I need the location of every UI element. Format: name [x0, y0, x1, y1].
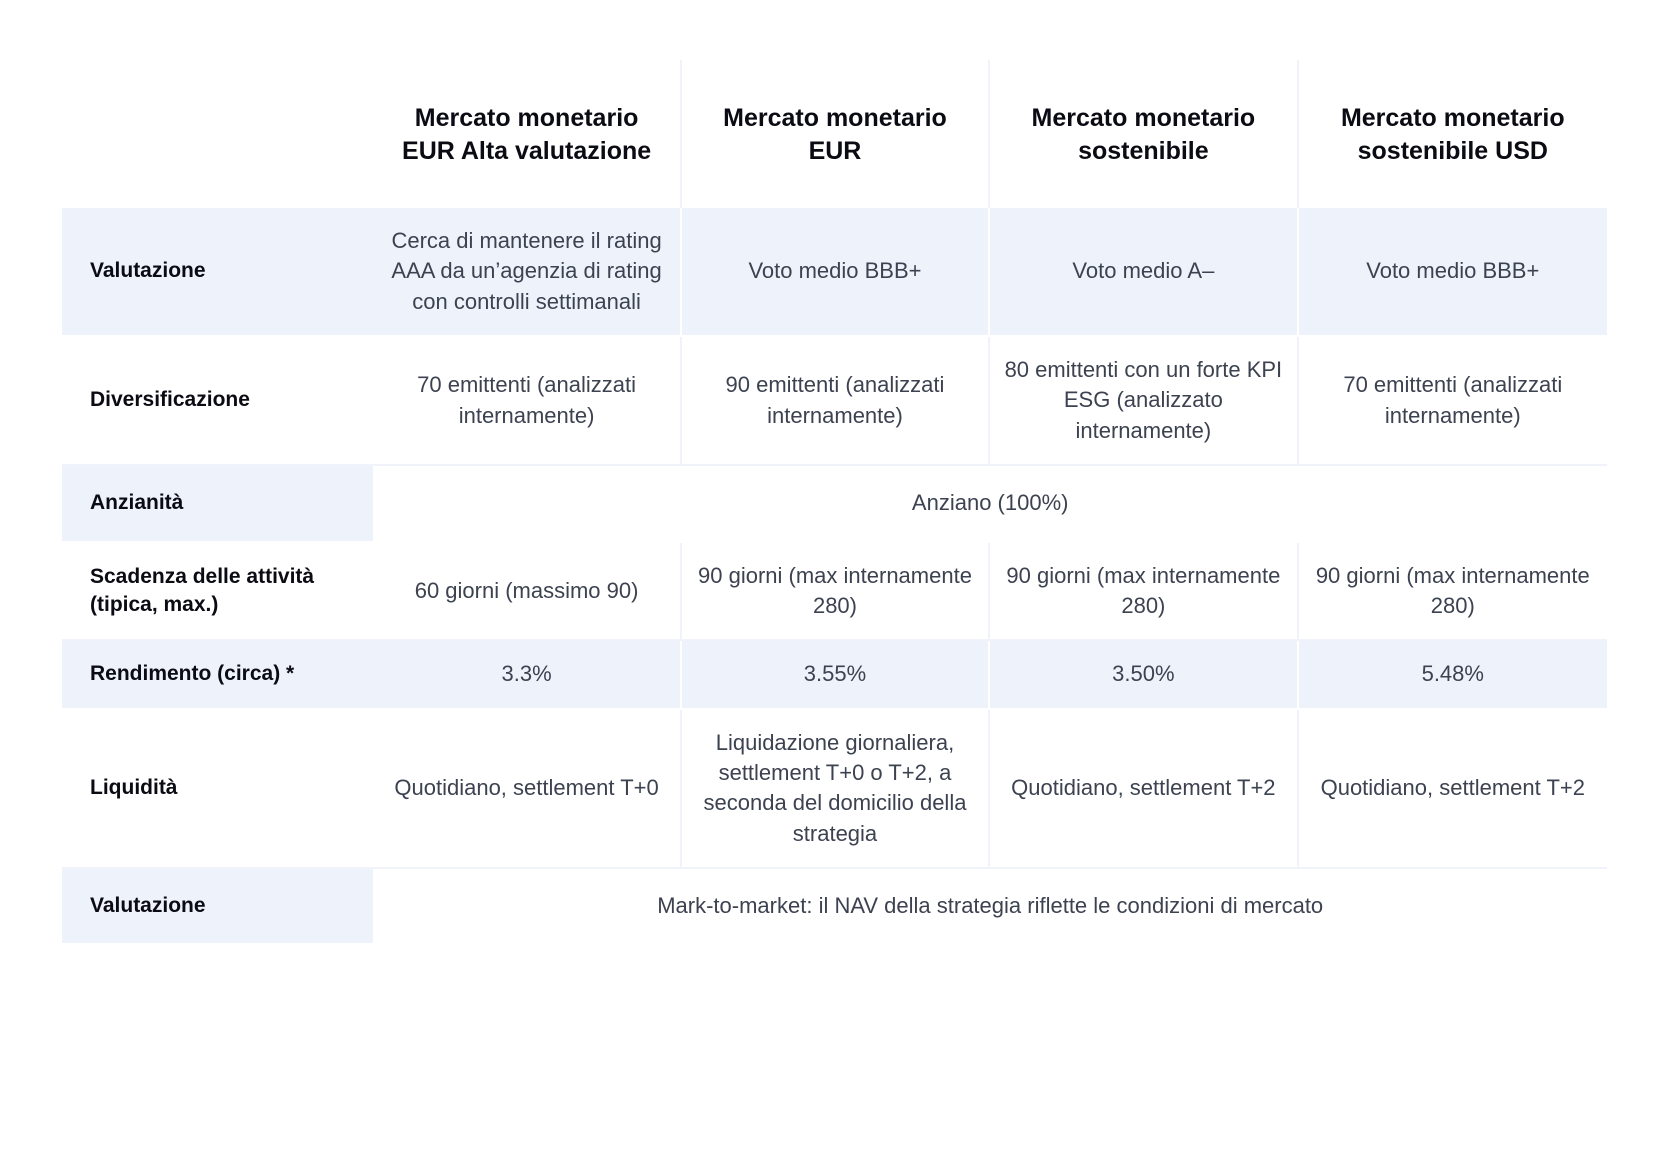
- cell-scadenza-col3: 90 giorni (max internamente 280): [990, 543, 1298, 642]
- cell-rendimento-col4: 5.48%: [1299, 641, 1607, 709]
- comparison-table-container: [62, 60, 1607, 945]
- cell-diversificazione-col4: 70 emittenti (analizzati internamente): [1299, 337, 1607, 466]
- row-label-liquidita: Liquidità: [62, 710, 373, 869]
- row-label-diversificazione: Diversificazione: [62, 337, 373, 466]
- cell-liquidita-col4: Quotidiano, settlement T+2: [1299, 710, 1607, 869]
- cell-scadenza-col4: 90 giorni (max internamente 280): [1299, 543, 1607, 642]
- cell-valutazione-col3: Voto medio A–: [990, 208, 1298, 337]
- cell-diversificazione-col1: 70 emittenti (analizzati internamente): [373, 337, 681, 466]
- cell-valutazione-col4: Voto medio BBB+: [1299, 208, 1607, 337]
- table-row: [62, 543, 1607, 642]
- table-header: [62, 60, 1607, 208]
- cell-rendimento-col2: 3.55%: [682, 641, 990, 709]
- column-header-4: Mercato monetario sostenibile USD: [1299, 60, 1607, 208]
- table-row: [62, 337, 1607, 466]
- cell-diversificazione-col2: 90 emittenti (analizzati internamente): [682, 337, 990, 466]
- cell-scadenza-col1: 60 giorni (massimo 90): [373, 543, 681, 642]
- column-header-1: Mercato monetario EUR Alta valutazione: [373, 60, 681, 208]
- table-body: [62, 208, 1607, 945]
- cell-diversificazione-col3: 80 emittenti con un forte KPI ESG (analizzato internamente): [990, 337, 1298, 466]
- cell-liquidita-col1: Quotidiano, settlement T+0: [373, 710, 681, 869]
- table-row: [62, 466, 1607, 542]
- column-header-2: Mercato monetario EUR: [682, 60, 990, 208]
- table-row: [62, 641, 1607, 709]
- row-label-valutazione: Valutazione: [62, 208, 373, 337]
- row-label-rendimento: Rendimento (circa) *: [62, 641, 373, 709]
- header-corner-cell: [62, 60, 373, 208]
- row-label-anzianita: Anzianità: [62, 466, 373, 542]
- cell-scadenza-col2: 90 giorni (max internamente 280): [682, 543, 990, 642]
- header-row: [62, 60, 1607, 208]
- table-row: [62, 710, 1607, 869]
- comparison-table: [62, 60, 1607, 945]
- cell-valutazione-col1: Cerca di mantenere il rating AAA da un’agenzia di rating con controlli settimanali: [373, 208, 681, 337]
- table-row: [62, 208, 1607, 337]
- cell-valutazione-mtm-span: Mark-to-market: il NAV della strategia riflette le condizioni di mercato: [373, 869, 1607, 945]
- cell-anzianita-span: Anziano (100%): [373, 466, 1607, 542]
- cell-rendimento-col3: 3.50%: [990, 641, 1298, 709]
- table-row: [62, 869, 1607, 945]
- cell-liquidita-col2: Liquidazione giornaliera, settlement T+0 o T+2, a seconda del domicilio della strategia: [682, 710, 990, 869]
- cell-liquidita-col3: Quotidiano, settlement T+2: [990, 710, 1298, 869]
- row-label-scadenza-attivita: Scadenza delle attività (tipica, max.): [62, 543, 373, 642]
- cell-rendimento-col1: 3.3%: [373, 641, 681, 709]
- cell-valutazione-col2: Voto medio BBB+: [682, 208, 990, 337]
- column-header-3: Mercato monetario sostenibile: [990, 60, 1298, 208]
- row-label-valutazione-mtm: Valutazione: [62, 869, 373, 945]
